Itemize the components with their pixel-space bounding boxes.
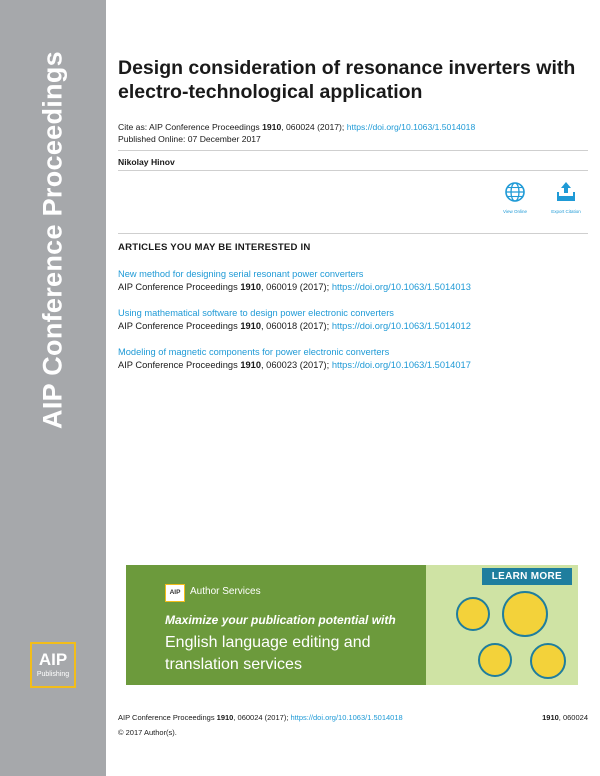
related-article (118, 268, 588, 294)
monitor-icon (530, 643, 566, 679)
export-citation-label: Export Citation (551, 209, 581, 214)
related-article (118, 307, 588, 333)
divider (118, 150, 588, 151)
cite-rest: , 060024 (2017); (281, 122, 347, 132)
divider (118, 170, 588, 171)
copyright: © 2017 Author(s). (118, 728, 177, 737)
aip-publishing-logo[interactable] (30, 642, 76, 688)
related-article-ref (118, 359, 588, 372)
author-services-ad[interactable] (126, 565, 578, 685)
footer-volume: 1910 (216, 713, 234, 722)
footer-rest: , 060024 (2017); (233, 713, 291, 722)
view-online-button[interactable] (493, 181, 537, 214)
ref-rest: , 060023 (2017); (261, 360, 332, 370)
ref-volume: 1910 (240, 282, 261, 292)
related-articles-heading: ARTICLES YOU MAY BE INTERESTED IN (118, 242, 311, 253)
cite-volume: 1910 (262, 122, 282, 132)
ref-rest: , 060019 (2017); (261, 282, 332, 292)
related-article-doi-link[interactable]: https://doi.org/10.1063/1.5014017 (331, 360, 471, 370)
ad-headline (165, 632, 371, 676)
author-name[interactable]: Nikolay Hinov (118, 157, 175, 167)
globe-icon (504, 181, 526, 203)
gear-icon (478, 643, 512, 677)
related-article-ref (118, 281, 588, 294)
ref-rest: , 060018 (2017); (261, 321, 332, 331)
ref-journal: AIP Conference Proceedings (118, 360, 241, 370)
paper-title: Design consideration of resonance inverters with electro-technological application (118, 57, 576, 103)
sidebar (0, 0, 106, 776)
related-article-doi-link[interactable]: https://doi.org/10.1063/1.5014012 (331, 321, 471, 331)
paper-doi-link[interactable]: https://doi.org/10.1063/1.5014018 (346, 122, 476, 132)
logo-sub: Publishing (36, 671, 70, 678)
related-article-ref (118, 320, 588, 333)
ad-aip-logo: AIP (165, 584, 185, 602)
related-article (118, 346, 588, 372)
citation-block (118, 121, 588, 145)
ad-headline-line2: translation services (165, 656, 302, 673)
related-article-title[interactable]: New method for designing serial resonant power converters (118, 269, 364, 279)
related-article-title[interactable]: Modeling of magnetic components for power electronic converters (118, 347, 390, 357)
ad-tagline: Maximize your publication potential with (165, 613, 396, 627)
footer-doi-link[interactable]: https://doi.org/10.1063/1.5014018 (290, 713, 403, 722)
code-icon (456, 597, 490, 631)
ref-volume: 1910 (240, 360, 261, 370)
divider (118, 233, 588, 234)
page-footer (118, 713, 588, 722)
ref-journal: AIP Conference Proceedings (118, 321, 241, 331)
ref-journal: AIP Conference Proceedings (118, 282, 241, 292)
related-article-doi-link[interactable]: https://doi.org/10.1063/1.5014013 (331, 282, 471, 292)
ref-volume: 1910 (240, 321, 261, 331)
footer-right-number: , 060024 (558, 713, 588, 722)
learn-more-button[interactable]: LEARN MORE (482, 568, 572, 585)
ad-service-name: Author Services (190, 586, 261, 597)
published-date: Published Online: 07 December 2017 (118, 134, 261, 144)
document-edit-icon (502, 591, 548, 637)
journal-name: AIP Conference Proceedings (37, 51, 68, 429)
related-article-title[interactable]: Using mathematical software to design power electronic converters (118, 308, 394, 318)
footer-journal: AIP Conference Proceedings (118, 713, 217, 722)
export-citation-button[interactable] (544, 181, 588, 214)
view-online-label: View Online (503, 209, 527, 214)
footer-page-ref (542, 713, 588, 722)
footer-right-volume: 1910 (542, 713, 559, 722)
logo-main: AIP (38, 650, 68, 669)
export-icon (555, 181, 577, 203)
ad-headline-line1: English language editing and (165, 634, 371, 651)
cite-label: Cite as: AIP Conference Proceedings (118, 122, 263, 132)
